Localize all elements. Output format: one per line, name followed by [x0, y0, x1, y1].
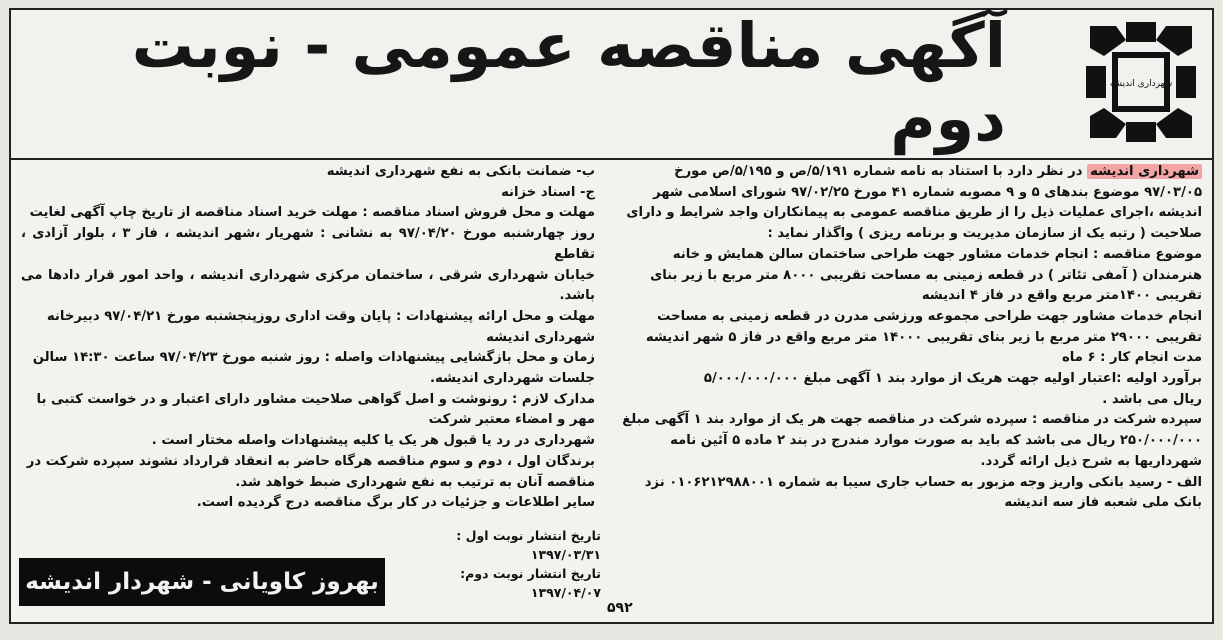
left-line: شهرداری در رد یا قبول هر یک یا کلیه پیشنهادات واصله مختار است . — [151, 433, 595, 449]
right-line: الف - رسید بانکی واریز وجه مزبور به حساب جاری سیبا به شماره ۰۱۰۶۲۱۲۹۸۸۰۰۱ نزد — [644, 474, 1202, 490]
signature-banner: بهروز کاویانی - شهردار اندیشه — [19, 558, 385, 606]
left-column — [21, 162, 595, 514]
right-line: تقریبی ۲۹۰۰۰ متر مربع با زیر بنای تقریبی ۱۴۰۰۰ متر مربع واقع در فاز ۵ شهر اندیشه — [645, 329, 1202, 345]
left-line: زمان و محل بازگشایی پیشنهادات واصله : روز شنبه مورخ ۹۷/۰۴/۲۳ ساعت ۱۴:۳۰ سالن — [32, 350, 595, 366]
left-line: مناقصه آنان به ترتیب به نفع شهرداری ضبط خواهد شد. — [235, 474, 595, 490]
left-line: برندگان اول ، دوم و سوم مناقصه هرگاه حاضر به انعقاد قرارداد نشوند سپرده شرکت در — [26, 453, 595, 469]
left-line: مهلت و محل فروش اسناد مناقصه : مهلت خرید اسناد مناقصه از تاریخ چاپ آگهی لغایت — [29, 205, 595, 221]
right-line: هنرمندان ( آمفی تئاتر ) در قطعه زمینی به مساحت تقریبی ۸۰۰۰ متر مربع با زیر بنای — [650, 267, 1202, 283]
ad-code: ۵۹۲ — [607, 600, 633, 616]
ad-body — [21, 162, 1202, 574]
left-line: خیابان شهرداری شرقی ، ساختمان مرکزی شهرداری اندیشه ، واحد امور قرار دادها می باشد. — [21, 267, 595, 304]
left-line: شهرداری اندیشه — [486, 329, 595, 345]
right-line: ریال می باشد . — [1102, 391, 1202, 407]
right-line: تقریبی ۱۴۰۰متر مربع واقع در فاز ۴ اندیشه — [921, 288, 1202, 304]
right-line: برآورد اولیه :اعتبار اولیه جهت هریک از موارد بند ۱ آگهی مبلغ ۵/۰۰۰/۰۰۰/۰۰۰ — [703, 371, 1202, 387]
left-line: روز چهارشنبه مورخ ۹۷/۰۴/۲۰ به نشانی : شهریار ،شهر اندیشه ، فاز ۳ ، بلوار آزادی ، تقاطع — [21, 226, 595, 262]
svg-text:شهرداری اندیشه: شهرداری اندیشه — [1109, 79, 1173, 89]
right-line: بانک ملی شعبه فاز سه اندیشه — [1004, 495, 1202, 511]
publish-date-second: تاریخ انتشار نوبت دوم: ۱۳۹۷/۰۴/۰۷ — [460, 566, 601, 600]
left-line: ب- ضمانت بانکی به نفع شهرداری اندیشه — [326, 164, 595, 179]
left-line: مهر و امضاء معتبر شرکت — [428, 412, 595, 428]
left-line: مدارک لازم : رونوشت و اصل گواهی صلاحیت مشاور دارای اعتبار و در خواست کتبی با — [36, 391, 595, 407]
right-line: انجام خدمات مشاور جهت طراحی مجموعه ورزشی مدرن در قطعه زمینی به مساحت — [657, 308, 1202, 324]
right-line-0: شهرداری اندیشه در نظر دارد با استناد به نامه شماره ۵/۱۹۱/ص و ۵/۱۹۵/ص مورخ — [616, 162, 1202, 183]
right-line: سپرده شرکت در مناقصه : سپرده شرکت در مناقصه جهت هر یک از موارد بند ۱ آگهی مبلغ — [622, 412, 1202, 428]
left-line: جلسات شهرداری اندیشه. — [429, 371, 595, 387]
right-line: اندیشه ،اجرای عملیات ذیل را از طریق مناقصه عمومی به پیمانکاران واجد شرایط و دارای — [626, 205, 1202, 221]
municipality-logo-icon — [1082, 18, 1200, 146]
right-line: ۲۵۰/۰۰۰/۰۰۰ ریال می باشد که باید به صورت موارد مندرج در بند ۲ ماده ۵ آئین نامه — [670, 433, 1202, 449]
right-column — [616, 162, 1202, 514]
right-line: صلاحیت ( رتبه یک از سازمان مدیریت و برنامه ریزی ) واگذار نماید : — [767, 226, 1202, 242]
ad-header — [11, 10, 1212, 160]
org-highlight: شهرداری اندیشه — [1087, 164, 1202, 179]
left-line: سایر اطلاعات و جزئیات در کار برگ مناقصه درج گردیده است. — [196, 495, 595, 511]
right-line: ۹۷/۰۳/۰۵ موضوع بندهای ۵ و ۹ مصوبه شماره ۴۱ مورخ ۹۷/۰۲/۲۵ شورای اسلامی شهر — [653, 184, 1202, 200]
left-line: ج- اسناد خزانه — [501, 184, 595, 200]
publish-date-first: تاریخ انتشار نوبت اول : ۱۳۹۷/۰۳/۳۱ — [456, 528, 601, 562]
right-line: شهرداریها به شرح ذیل ارائه گردد. — [980, 453, 1202, 469]
right-line: مدت انجام کار : ۶ ماه — [1061, 350, 1202, 366]
ad-title: آگهی مناقصه عمومی - نوبت دوم — [131, 9, 1006, 155]
left-line: مهلت و محل ارائه پیشنهادات : پایان وقت اداری روزپنجشنبه مورخ ۹۷/۰۴/۲۱ دبیرخانه — [46, 308, 595, 324]
ad-page — [9, 8, 1214, 624]
right-line: موضوع مناقصه : انجام خدمات مشاور جهت طراحی ساختمان سالن همایش و خانه — [672, 246, 1202, 262]
publish-dates — [401, 526, 601, 602]
